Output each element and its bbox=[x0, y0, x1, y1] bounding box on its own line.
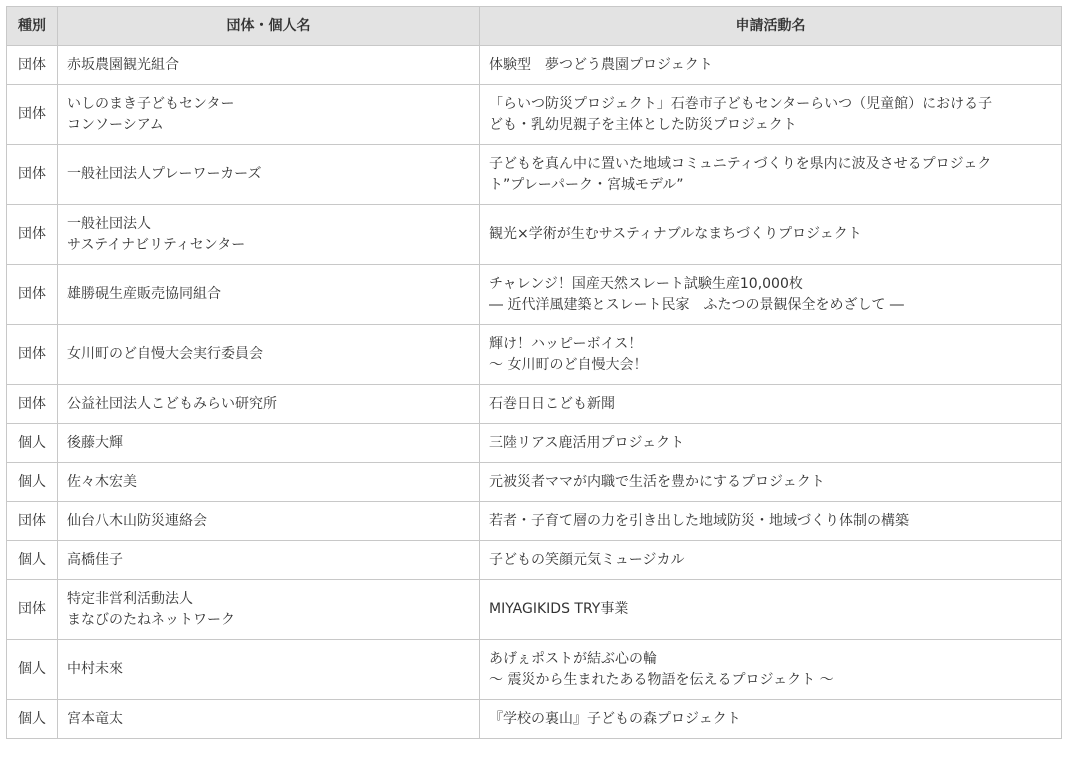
header-activity: 申請活動名 bbox=[480, 7, 1062, 46]
type-cell: 団体 bbox=[7, 265, 58, 325]
table-row bbox=[7, 541, 1062, 580]
type-cell: 団体 bbox=[7, 580, 58, 640]
table-row bbox=[7, 325, 1062, 385]
header-type: 種別 bbox=[7, 7, 58, 46]
name-cell: 女川町のど自慢大会実行委員会 bbox=[58, 325, 480, 385]
name-cell: 仙台八木山防災連絡会 bbox=[58, 502, 480, 541]
table-row bbox=[7, 580, 1062, 640]
name-cell: 特定非営利活動法人 まなびのたねネットワーク bbox=[58, 580, 480, 640]
type-cell: 個人 bbox=[7, 463, 58, 502]
type-cell: 団体 bbox=[7, 502, 58, 541]
activity-cell: 石巻日日こども新聞 bbox=[480, 385, 1062, 424]
header-name: 団体・個人名 bbox=[58, 7, 480, 46]
grant-applications-table bbox=[6, 6, 1062, 739]
table-row bbox=[7, 640, 1062, 700]
table-row bbox=[7, 265, 1062, 325]
name-cell: 高橋佳子 bbox=[58, 541, 480, 580]
activity-cell: 体験型 夢つどう農園プロジェクト bbox=[480, 46, 1062, 85]
activity-cell: 元被災者ママが内職で生活を豊かにするプロジェクト bbox=[480, 463, 1062, 502]
activity-cell: あげぇポストが結ぶ心の輪 ～ 震災から生まれたある物語を伝えるプロジェクト ～ bbox=[480, 640, 1062, 700]
activity-cell: 「らいつ防災プロジェクト」石巻市子どもセンターらいつ（児童館）における子 ども・乳幼児親子を主体とした防災プロジェクト bbox=[480, 85, 1062, 145]
type-cell: 個人 bbox=[7, 424, 58, 463]
activity-cell: 子どもを真ん中に置いた地域コミュニティづくりを県内に波及させるプロジェク ト”プレーパーク・宮城モデル” bbox=[480, 145, 1062, 205]
table-row bbox=[7, 145, 1062, 205]
table-header-row bbox=[7, 7, 1062, 46]
type-cell: 団体 bbox=[7, 145, 58, 205]
table-row bbox=[7, 463, 1062, 502]
activity-cell: 『学校の裏山』子どもの森プロジェクト bbox=[480, 700, 1062, 739]
table-row bbox=[7, 502, 1062, 541]
name-cell: 雄勝硯生産販売協同組合 bbox=[58, 265, 480, 325]
type-cell: 団体 bbox=[7, 385, 58, 424]
activity-cell: 輝け！ハッピーボイス！ ～ 女川町のど自慢大会！ bbox=[480, 325, 1062, 385]
name-cell: 中村未來 bbox=[58, 640, 480, 700]
activity-cell: 観光×学術が生むサスティナブルなまちづくりプロジェクト bbox=[480, 205, 1062, 265]
table-row bbox=[7, 205, 1062, 265]
name-cell: 公益社団法人こどもみらい研究所 bbox=[58, 385, 480, 424]
type-cell: 個人 bbox=[7, 640, 58, 700]
table-row bbox=[7, 46, 1062, 85]
name-cell: 赤坂農園観光組合 bbox=[58, 46, 480, 85]
type-cell: 団体 bbox=[7, 46, 58, 85]
activity-cell: 若者・子育て層の力を引き出した地域防災・地域づくり体制の構築 bbox=[480, 502, 1062, 541]
type-cell: 団体 bbox=[7, 85, 58, 145]
activity-cell: チャレンジ！国産天然スレート試験生産10,000枚 ― 近代洋風建築とスレート民家 ふたつの景観保全をめざして ― bbox=[480, 265, 1062, 325]
type-cell: 個人 bbox=[7, 700, 58, 739]
type-cell: 個人 bbox=[7, 541, 58, 580]
table-row bbox=[7, 424, 1062, 463]
type-cell: 団体 bbox=[7, 325, 58, 385]
name-cell: 宮本竜太 bbox=[58, 700, 480, 739]
name-cell: 後藤大輝 bbox=[58, 424, 480, 463]
table-row bbox=[7, 385, 1062, 424]
name-cell: 一般社団法人 サステイナビリティセンター bbox=[58, 205, 480, 265]
table-row bbox=[7, 700, 1062, 739]
activity-cell: 三陸リアス鹿活用プロジェクト bbox=[480, 424, 1062, 463]
activity-cell: 子どもの笑顔元気ミュージカル bbox=[480, 541, 1062, 580]
name-cell: いしのまき子どもセンター コンソーシアム bbox=[58, 85, 480, 145]
type-cell: 団体 bbox=[7, 205, 58, 265]
name-cell: 佐々木宏美 bbox=[58, 463, 480, 502]
activity-cell: MIYAGIKIDS TRY事業 bbox=[480, 580, 1062, 640]
table-row bbox=[7, 85, 1062, 145]
name-cell: 一般社団法人プレーワーカーズ bbox=[58, 145, 480, 205]
